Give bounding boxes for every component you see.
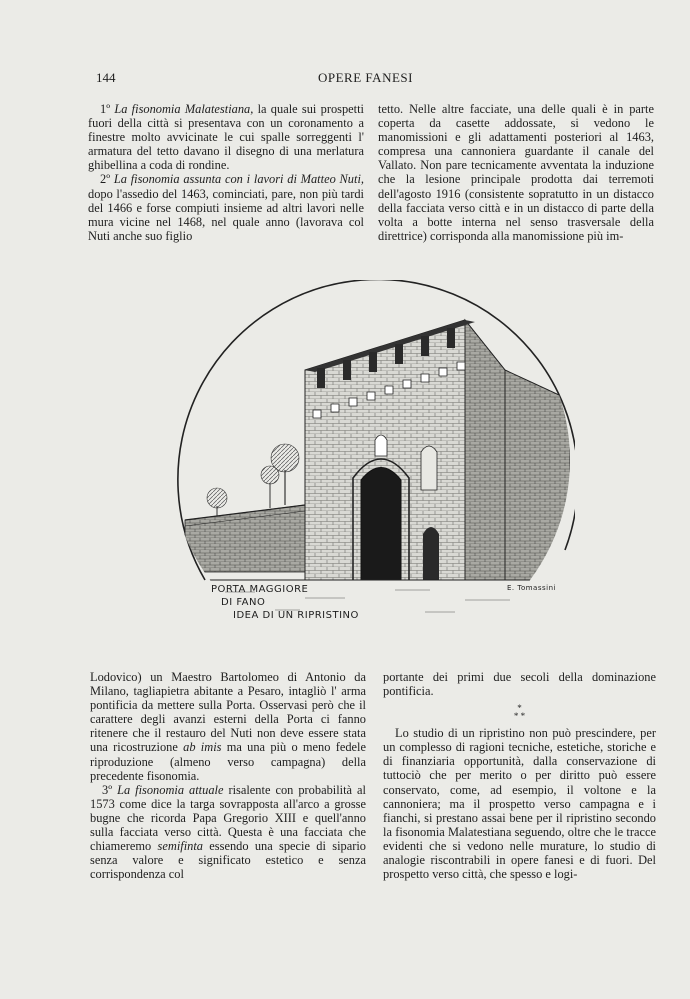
column-bottom-left [90, 670, 366, 881]
page-number: 144 [96, 70, 116, 85]
paragraph-text: risalente con probabilità al 1573 come dice la targa sovrapposta all'arco a grosse bugne che ricorda Papa Gregorio XIII e quell'anno sulla facciata verso città. Questa è una facciata che chiameremo [90, 782, 366, 854]
asterism: * * * [513, 703, 526, 722]
paragraph-nuti [88, 172, 364, 242]
column-top-right [378, 102, 654, 243]
porta-maggiore-illustration [165, 280, 575, 640]
list-marker-2: 2º [100, 172, 111, 187]
paragraph-pontificia: portante dei primi due secoli della dominazione pontificia. [383, 670, 656, 699]
paragraph-ripristino: Lo studio di un ripristino non può prescindere, per un complesso di ragioni tecniche, estetiche, storiche e di finanziaria opportunità, dalla conservazione di tuttociò che per merito o per diritto può essere conservato, come, ad esempio, il voltone e la cannoniera; ma il prospetto verso campagna e i fianchi, si prestano assai bene per il ripristino secondo la fisonomia Malatestiana seguendo, oltre che le tracce evidenti che si vedono nelle murature, lo studio di analogie riscontrabili in opere fanesi e di fuori. Del prospetto verso città, che spesso e logi- [383, 726, 656, 882]
heading-attuale: La fisonomia attuale [117, 782, 224, 797]
paragraph-text: dopo l'assedio del 1463, cominciati, pare, non più tardi del 1466 e forse compiuti insieme ad altri lavori nelle mura vicine nel 1468, nel quale anno (lavorava col Nuti anche suo figlio [88, 186, 364, 243]
caption-line-1: PORTA MAGGIORE [211, 584, 309, 595]
paragraph-text: la quale sui prospetti fuori della città si presentava con un coronamento a finestre molto avvicinate le cui spalle sorreggenti l' armatura del tetto davano il disegno di una merlatura ghibellina a coda di rondine. [88, 102, 364, 173]
running-title: OPERE FANESI [318, 70, 413, 85]
column-bottom-right [383, 670, 656, 881]
paragraph-malatestiana [88, 102, 364, 172]
heading-malatestiana: La fisonomia Malatestiana, [114, 102, 254, 116]
paragraph-text: essendo una specie di sipario senza valore e significato estetico e senza corrispondenza col [90, 839, 366, 882]
list-marker-3: 3º [102, 782, 113, 797]
paragraph-text: ma una più o meno fedele riproduzione (almeno verso campagna) della precedente fisonomia. [90, 740, 366, 783]
heading-nuti: La fisonomia assunta con i lavori di Matteo Nuti, [113, 172, 364, 187]
list-marker-1: 1º [100, 102, 111, 116]
gate-tower [305, 320, 570, 580]
latin-phrase: ab imis [183, 740, 222, 755]
paragraph-text: Lodovico) un Maestro Bartolomeo di Antonio da Milano, tagliapietra abitante a Pesaro, intagliò l' arma pontificia da mettere sulla Porta. Osservasi però che il carattere degli avanzi esterni della Porta ci fanno ritenere che il restauro del Nuti non deve essere stata una ricostruzione [90, 670, 366, 755]
term-semifinta: semifinta [157, 839, 203, 854]
caption-line-3: IDEA DI UN RIPRISTINO [233, 610, 359, 621]
city-wall [185, 505, 305, 572]
paragraph-facciate: tetto. Nelle altre facciate, una delle quali è in parte coperta da casette addossate, si vedono le manomissioni e gli adattamenti posteriori al 1463, compresa una cannoniera guardante il canale del Vallato. Non pare tecnicamente avventata la induzione che la lesione principale prodotta dai terremoti dell'agosto 1916 (consistente sopratutto in un distacco della facciata verso città e in un distacco di parte della volta a botte interna nel senso trasversale della direttrice) corrisponda alla manomissione più im- [378, 102, 654, 243]
illustration-caption [211, 584, 556, 621]
paragraph-lodovico [90, 670, 366, 783]
column-top-left [88, 102, 364, 243]
paragraph-attuale [90, 783, 366, 882]
caption-line-2: DI FANO [221, 597, 266, 608]
artist-signature: E. Tomassini [507, 584, 556, 592]
